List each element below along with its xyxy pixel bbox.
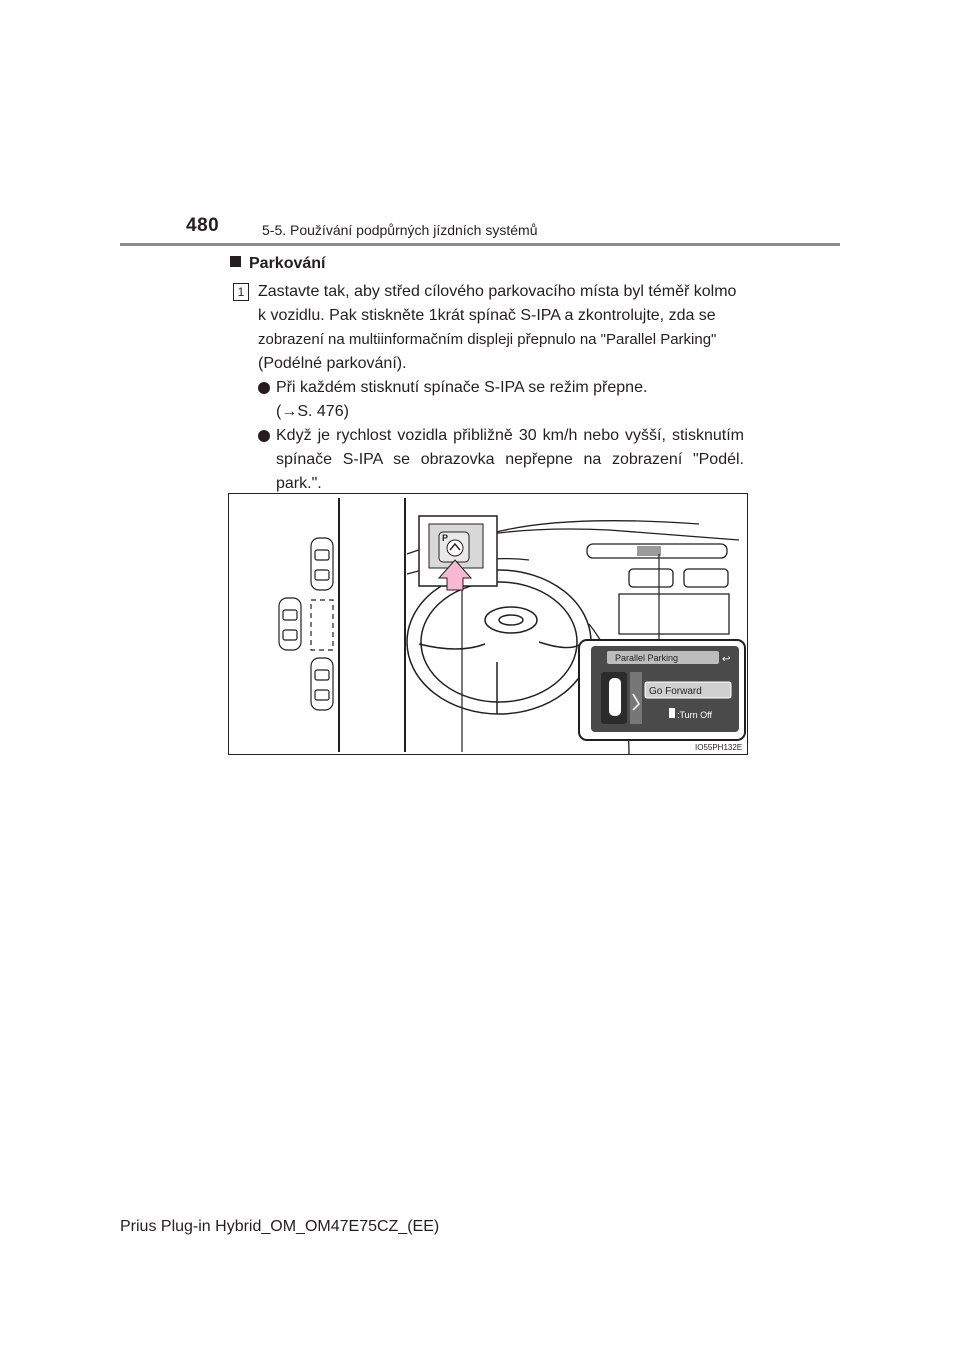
turn-off-label: :Turn Off [677,710,713,720]
bullet-reference: (→S. 476) [276,403,349,420]
step-number-badge: 1 [233,283,249,301]
step-text-line-4: (Podélné parkování). [258,355,407,372]
multi-information-display [579,640,745,740]
target-space [311,600,333,650]
square-bullet-icon [230,256,241,267]
step-text-line-3: zobrazení na multiinformačním displeji přepnulo na "Parallel Parking" [258,331,717,348]
bullet-text: Při každém stisknutí spínače S-IPA se režim přepne. [276,379,648,396]
bullet-text: Když je rychlost vozidla přibližně 30 km/h nebo vyšší, stisknutím spínače S-IPA se obrazovka nepřepne na zobrazení "Podél. park.". [276,427,744,492]
display-title: Parallel Parking [615,653,679,663]
figure-illustration [229,494,748,755]
step-text-line-1: Zastavte tak, aby střed cílového parkovacího místa byl téměř kolmo [258,283,737,300]
footer: Prius Plug-in Hybrid_OM_OM47E75CZ_(EE) [120,1218,440,1235]
display-back-icon: ↩ [722,654,731,665]
parked-car-icon [311,538,333,590]
steering-wheel-icon [407,570,591,714]
heading [230,255,325,273]
figure [228,493,748,755]
own-car-icon [279,598,301,650]
heading-text: Parkování [249,255,326,272]
header-rule [120,243,840,246]
section-title: 5-5. Používání podpůrných jízdních systémů [262,222,538,238]
page-number: 480 [186,215,220,236]
step-text-line-2: k vozidlu. Pak stiskněte 1krát spínač S-IPA a zkontrolujte, zda se [258,307,716,324]
bullet-icon [258,382,270,394]
bullet-icon [258,430,270,442]
bullet-item [258,376,744,424]
switch-letter: P [442,533,449,543]
bullet-item [258,424,744,496]
figure-code: IO55PH132E [695,743,743,752]
parked-car-icon [311,658,333,710]
go-forward-button: Go Forward [649,686,702,697]
